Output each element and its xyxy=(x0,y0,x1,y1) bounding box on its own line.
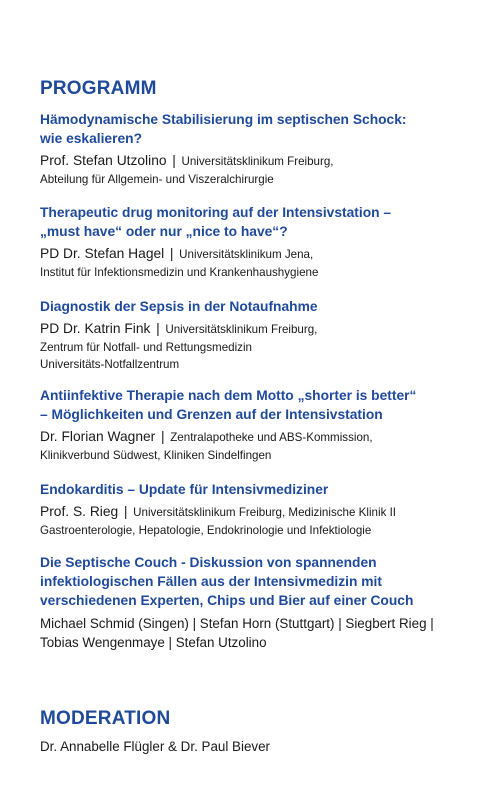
talk-item xyxy=(40,110,480,188)
talk-item xyxy=(40,203,480,281)
institution: Universitätsklinikum Freiburg, Medizinische Klinik II xyxy=(133,506,397,519)
talk-title xyxy=(40,203,480,241)
talk-item xyxy=(40,480,480,539)
institution-line: Gastroenterologie, Hepatologie, Endokrinologie und Infektiologie xyxy=(40,524,372,537)
speaker-info xyxy=(40,320,480,373)
institution: Universitätsklinikum Freiburg, xyxy=(165,323,318,336)
talk-title xyxy=(40,553,480,610)
panel-names-line: Michael Schmid (Singen) | Stefan Horn (Stuttgart) | Siegbert Rieg | xyxy=(40,616,434,631)
speaker-info xyxy=(40,245,480,281)
speaker-name: Prof. Stefan Utzolino xyxy=(40,153,167,168)
institution-line: Universitäts-Notfallzentrum xyxy=(40,358,180,371)
speaker-info xyxy=(40,503,480,539)
institution: Universitätsklinikum Jena, xyxy=(179,248,314,261)
talk-title xyxy=(40,110,480,148)
talk-title-line: infektiologischen Fällen aus der Intensivmedizin mit xyxy=(40,574,382,589)
talk-title-line: Hämodynamische Stabilisierung im septischen Schock: xyxy=(40,112,407,127)
talk-title-line: „must have“ oder nur „nice to have“? xyxy=(40,224,288,239)
panel-names-line: Tobias Wengenmaye | Stefan Utzolino xyxy=(40,635,267,650)
speaker-name: Prof. S. Rieg xyxy=(40,504,119,519)
separator: | xyxy=(169,246,174,261)
talk-title xyxy=(40,297,480,316)
talk-title-line: Antiinfektive Therapie nach dem Motto „shorter is better“ xyxy=(40,388,417,403)
speaker-info xyxy=(40,152,480,188)
moderation-heading: MODERATION xyxy=(40,708,171,729)
talk-item xyxy=(40,386,480,464)
separator: | xyxy=(156,321,160,336)
panel-names xyxy=(40,614,480,652)
talk-title-line: Endokarditis – Update für Intensivmediziner xyxy=(40,482,329,497)
institution-line: Institut für Infektionsmedizin und Krankenhaushygiene xyxy=(40,266,319,279)
institution: Universitätsklinikum Freiburg, xyxy=(181,155,334,168)
institution-line: Abteilung für Allgemein- und Viszeralchirurgie xyxy=(40,173,274,186)
talk-item xyxy=(40,297,480,373)
talk-title-line: Die Septische Couch - Diskussion von spannenden xyxy=(40,555,377,570)
programm-heading: PROGRAMM xyxy=(40,78,157,99)
talk-title xyxy=(40,386,480,424)
separator: | xyxy=(123,504,128,519)
speaker-name: PD Dr. Katrin Fink xyxy=(40,321,151,336)
institution-line: Klinikverbund Südwest, Kliniken Sindelfingen xyxy=(40,449,272,462)
talk-item-couch xyxy=(40,553,480,652)
talk-title-line: – Möglichkeiten und Grenzen auf der Intensivstation xyxy=(40,407,383,422)
talk-title-line: wie eskalieren? xyxy=(40,131,143,146)
talk-title-line: verschiedenen Experten, Chips und Bier auf einer Couch xyxy=(40,593,414,608)
speaker-name: PD Dr. Stefan Hagel xyxy=(40,246,165,261)
institution-line: Zentrum für Notfall- und Rettungsmedizin xyxy=(40,341,252,354)
moderator-names: Dr. Annabelle Flügler & Dr. Paul Biever xyxy=(40,739,270,754)
talk-title-line: Diagnostik der Sepsis in der Notaufnahme xyxy=(40,299,318,314)
talk-title-line: Therapeutic drug monitoring auf der Intensivstation – xyxy=(40,205,392,220)
speaker-name: Dr. Florian Wagner xyxy=(40,429,156,444)
talk-title xyxy=(40,480,480,499)
separator: | xyxy=(160,429,165,444)
speaker-info xyxy=(40,428,480,464)
institution: Zentralapotheke und ABS-Kommission, xyxy=(170,431,373,444)
separator: | xyxy=(172,153,176,168)
